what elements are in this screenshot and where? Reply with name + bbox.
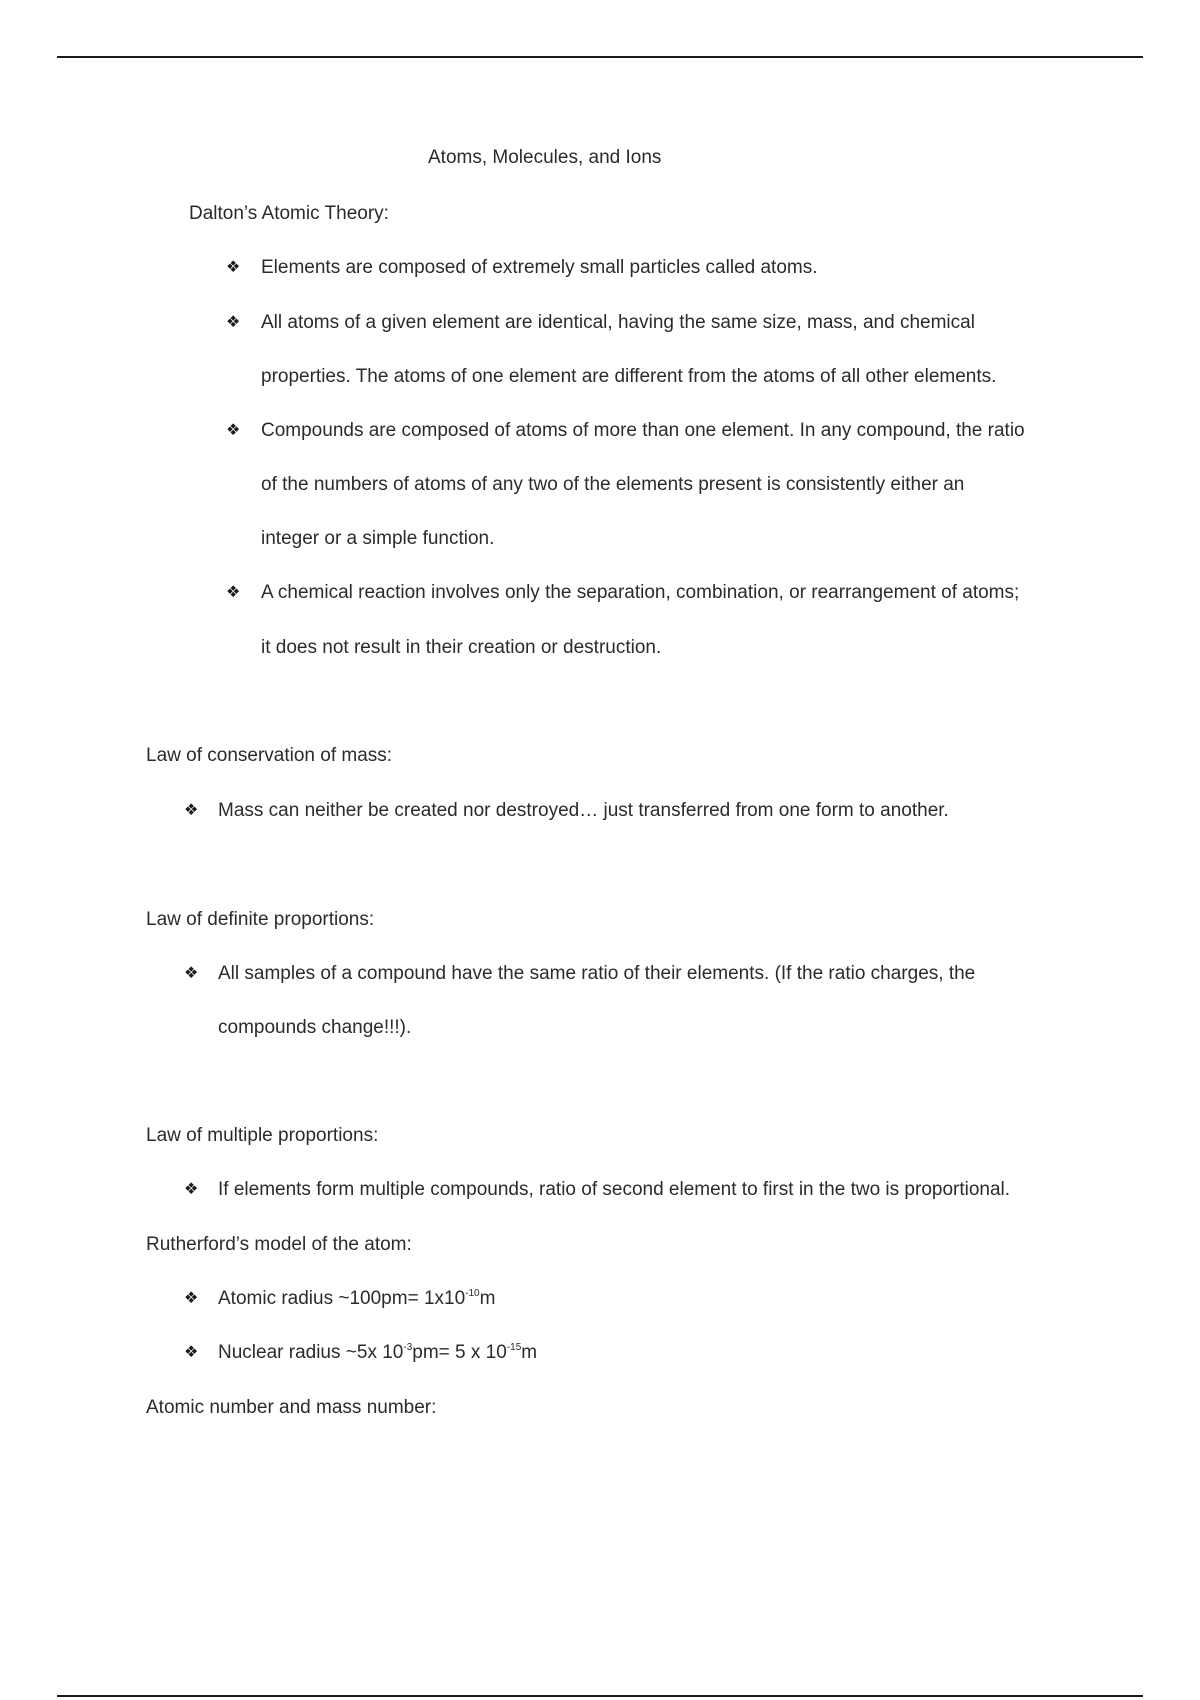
dalton-bullet-2-line-1: All atoms of a given element are identical, having the same size, mass, and chemical xyxy=(261,312,975,333)
dalton-bullet-4-line-1: A chemical reaction involves only the separation, combination, or rearrangement of atoms; xyxy=(261,582,1020,603)
dalton-bullet-3-line-1: Compounds are composed of atoms of more than one element. In any compound, the ratio xyxy=(261,420,1025,441)
definite-bullet-1-line-2: compounds change!!!). xyxy=(218,1017,412,1038)
footer-rule xyxy=(57,1695,1143,1697)
dalton-bullet-1: Elements are composed of extremely small particles called atoms. xyxy=(261,257,818,278)
dalton-bullet-3-line-2: of the numbers of atoms of any two of the elements present is consistently either an xyxy=(261,474,965,495)
conservation-heading: Law of conservation of mass: xyxy=(146,745,393,766)
multiple-bullet-1: If elements form multiple compounds, ratio of second element to first in the two is proportional. xyxy=(218,1179,1011,1200)
diamond-bullet-icon: ❖ xyxy=(226,259,241,276)
dalton-heading: Dalton’s Atomic Theory: xyxy=(189,203,389,224)
atomic-radius-item: Atomic radius ~100pm= $1x10^{-10}m$ xyxy=(218,1288,496,1309)
dalton-bullet-2-line-2: properties. The atoms of one element are different from the atoms of all other elements. xyxy=(261,366,997,387)
exponent: -15 xyxy=(506,1342,522,1353)
diamond-bullet-icon: ❖ xyxy=(184,1290,199,1307)
rutherford-heading: Rutherford’s model of the atom: xyxy=(146,1234,412,1255)
document-title: Atoms, Molecules, and Ions xyxy=(428,147,662,168)
nuclear-radius-item: Nuclear radius ~5x $10^{-3}pm= 5$ x $10^{-15}m$ xyxy=(218,1342,538,1363)
definite-heading: Law of definite proportions: xyxy=(146,909,375,930)
multiple-heading: Law of multiple proportions: xyxy=(146,1125,379,1146)
diamond-bullet-icon: ❖ xyxy=(226,584,241,601)
header-rule xyxy=(57,56,1143,58)
diamond-bullet-icon: ❖ xyxy=(184,965,199,982)
diamond-bullet-icon: ❖ xyxy=(184,1181,199,1198)
dalton-bullet-4-line-2: it does not result in their creation or destruction. xyxy=(261,637,662,658)
exponent: -10 xyxy=(465,1288,480,1299)
dalton-bullet-3-line-3: integer or a simple function. xyxy=(261,528,495,549)
diamond-bullet-icon: ❖ xyxy=(184,1344,199,1361)
conservation-bullet-1: Mass can neither be created nor destroyed… just transferred from one form to another. xyxy=(218,800,949,821)
diamond-bullet-icon: ❖ xyxy=(184,802,199,819)
exponent: -3 xyxy=(403,1342,413,1353)
diamond-bullet-icon: ❖ xyxy=(226,314,241,331)
atomic-number-heading: Atomic number and mass number: xyxy=(146,1397,437,1418)
definite-bullet-1-line-1: All samples of a compound have the same ratio of their elements. (If the ratio charges, the xyxy=(218,963,976,984)
diamond-bullet-icon: ❖ xyxy=(226,422,241,439)
